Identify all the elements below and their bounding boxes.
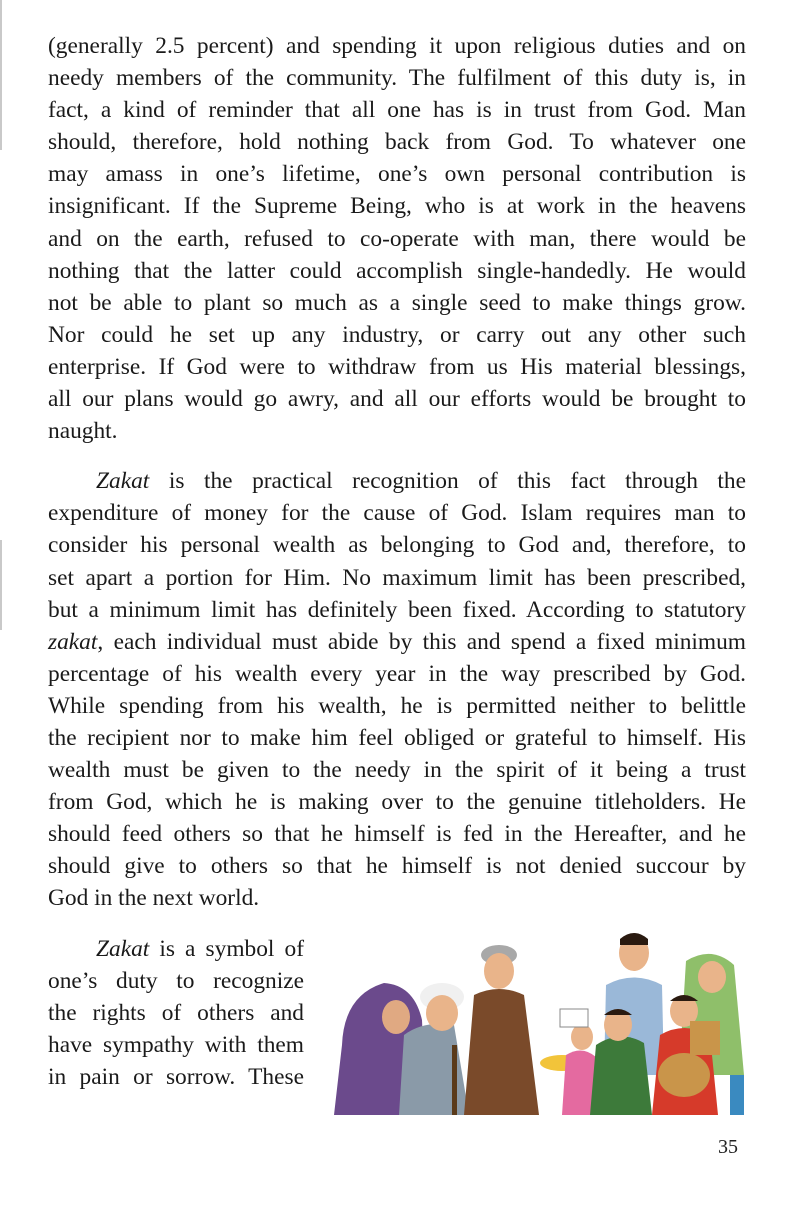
paragraph-2-line: should feed others so that he himself is fed in the Hereafter, and he xyxy=(48,821,746,848)
paragraph-1-line: may amass in one’s lifetime, one’s own personal contribution is xyxy=(48,161,746,188)
paragraph-3-line-1: Zakat is a symbol of xyxy=(96,935,304,962)
paragraph-2 xyxy=(48,465,746,914)
paragraph-2-line: expenditure of money for the cause of God. Islam requires man to xyxy=(48,500,746,527)
paragraph-1-line: insignificant. If the Supreme Being, who is at work in the heavens xyxy=(48,193,746,220)
paragraph-2-line: from God, which he is making over to the genuine titleholders. He xyxy=(48,789,746,816)
paragraph-1-line: should, therefore, hold nothing back from God. To whatever one xyxy=(48,129,746,156)
paragraph-1-line: Nor could he set up any industry, or carry out any other such xyxy=(48,321,746,348)
zakat-term: Zakat xyxy=(96,935,150,962)
paragraph-2-line: consider his personal wealth as belonging to God and, therefore, to xyxy=(48,532,746,559)
charity-giving-illustration xyxy=(334,925,746,1115)
zakat-term: Zakat xyxy=(96,468,150,495)
paragraph-2-line: but a minimum limit has definitely been fixed. According to statutory xyxy=(48,596,746,623)
paragraph-3-line: in pain or sorrow. These xyxy=(48,1063,304,1090)
paragraph-2-line: the recipient nor to make him feel obliged or grateful to himself. His xyxy=(48,724,746,751)
paragraph-1 xyxy=(48,30,746,447)
paragraph-1-line: enterprise. If God were to withdraw from us His material blessings, xyxy=(48,353,746,380)
paragraph-1-line: naught. xyxy=(48,418,118,445)
paragraph-2-line-6: zakat, each individual must abide by this and spend a fixed minimum xyxy=(48,628,746,655)
paragraph-3-line: one’s duty to recognize xyxy=(48,967,304,994)
page-number: 35 xyxy=(718,1136,738,1158)
paragraph-2-line: God in the next world. xyxy=(48,885,260,912)
page-body xyxy=(48,30,746,1133)
binding-edge-mark xyxy=(0,0,2,150)
paragraph-1-line: needy members of the community. The fulfilment of this duty is, in xyxy=(48,65,746,92)
paragraph-1-line: all our plans would go awry, and all our efforts would be brought to xyxy=(48,386,746,413)
paragraph-1-line: and on the earth, refused to co-operate with man, there would be xyxy=(48,225,746,252)
paragraph-2-line: While spending from his wealth, he is permitted neither to belittle xyxy=(48,692,746,719)
paragraph-2-line: wealth must be given to the needy in the spirit of it being a trust xyxy=(48,757,746,784)
binding-edge-mark xyxy=(0,540,2,630)
paragraph-3-row xyxy=(48,933,746,1133)
paragraph-gap xyxy=(48,447,746,465)
zakat-term: zakat xyxy=(48,628,98,655)
paragraph-1-line: nothing that the latter could accomplish single-handedly. He would xyxy=(48,257,746,284)
paragraph-1-line: fact, a kind of reminder that all one has is in trust from God. Man xyxy=(48,97,746,124)
paragraph-1-line: (generally 2.5 percent) and spending it upon religious duties and on xyxy=(48,33,746,59)
paragraph-3-line: the rights of others and xyxy=(48,999,304,1026)
paragraph-2-line-1: Zakat is the practical recognition of this fact through the xyxy=(96,468,746,495)
paragraph-3-line: have sympathy with them xyxy=(48,1031,304,1058)
paragraph-2-line: set apart a portion for Him. No maximum limit has been prescribed, xyxy=(48,564,746,591)
paragraph-2-line: should give to others so that he himself is not denied succour by xyxy=(48,853,746,880)
paragraph-1-line: not be able to plant so much as a single seed to make things grow. xyxy=(48,289,746,316)
paragraph-2-line: percentage of his wealth every year in the way prescribed by God. xyxy=(48,660,746,687)
